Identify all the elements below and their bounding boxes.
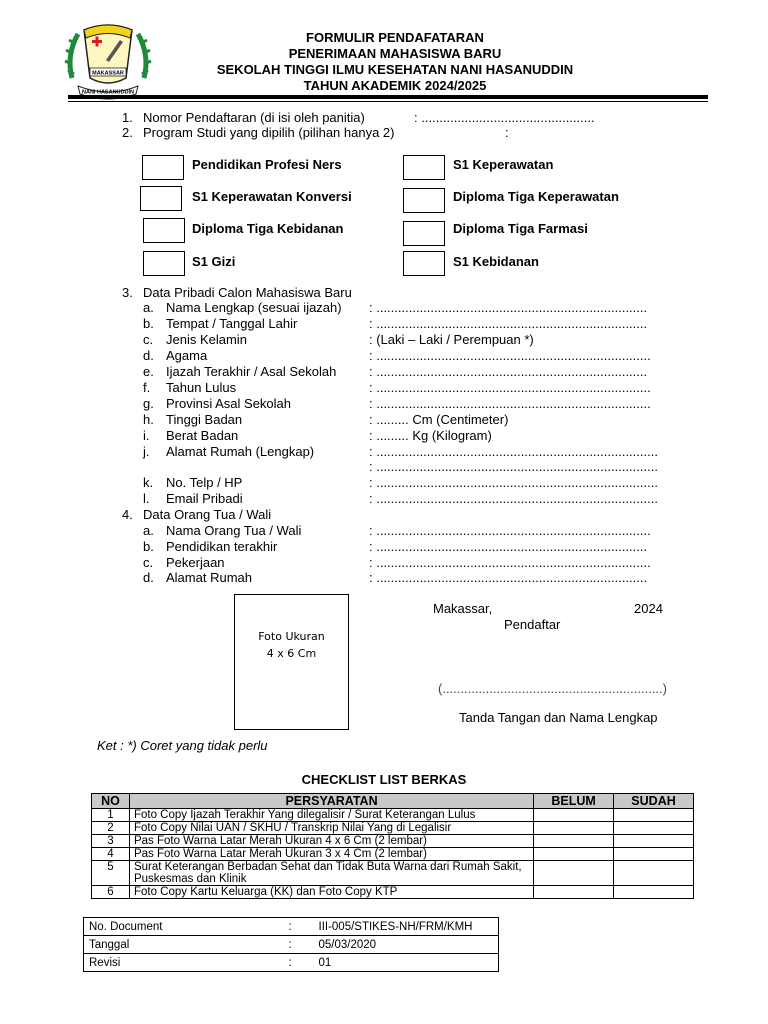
row-requirement: Foto Copy Kartu Keluarga (KK) dan Foto Copy KTP — [129, 886, 533, 899]
section-1-number: 1. — [122, 110, 133, 125]
doc-label: Revisi — [84, 954, 284, 972]
doc-value: 01 — [314, 954, 499, 972]
photo-size-label: Foto Ukuran — [258, 630, 325, 643]
parent-label: Alamat Rumah — [166, 570, 252, 585]
header-line-1: FORMULIR PENDAFATARAN — [306, 30, 484, 45]
signature-role: Pendaftar — [504, 617, 561, 632]
header-line-4: TAHUN AKADEMIK 2024/2025 — [303, 78, 487, 93]
checkbox-s1-gizi[interactable] — [143, 251, 185, 276]
personal-letter: i. — [143, 428, 150, 443]
doc-value: 05/03/2020 — [314, 936, 499, 954]
row-number: 1 — [92, 809, 130, 822]
parent-field[interactable]: : ........................................................................... — [369, 539, 648, 554]
section-4-number: 4. — [122, 507, 133, 522]
doc-label: Tanggal — [84, 936, 284, 954]
logo-city-text: MAKASSAR — [92, 70, 124, 77]
row-requirement: Foto Copy Nilai UAN / SKHU / Transkrip Nilai Yang di Legalisir — [129, 822, 533, 835]
signature-caption: Tanda Tangan dan Nama Lengkap — [459, 710, 658, 725]
parent-field[interactable]: : ........................................................................... — [369, 570, 648, 585]
personal-letter: d. — [143, 348, 154, 363]
document-info-row — [84, 954, 499, 972]
checkbox-profesi-ners[interactable] — [142, 155, 184, 180]
option-d3-farmasi: Diploma Tiga Farmasi — [453, 221, 588, 236]
header-rule-thin — [68, 101, 708, 102]
personal-letter: b. — [143, 316, 154, 331]
parent-label: Pekerjaan — [166, 555, 225, 570]
parent-letter: d. — [143, 570, 154, 585]
logo-ribbon-text: NANI HASANUDDIN — [82, 89, 134, 96]
doc-colon: : — [284, 954, 314, 972]
document-info-row — [84, 936, 499, 954]
personal-field[interactable]: : ........................................................................... — [369, 364, 648, 379]
height-field[interactable]: : ......... Cm (Centimeter) — [369, 412, 509, 427]
header-rule-thick — [68, 95, 708, 99]
header-line-2: PENERIMAAN MAHASISWA BARU — [288, 46, 502, 61]
personal-letter: k. — [143, 475, 154, 490]
header-persyaratan: PERSYARATAN — [129, 794, 533, 809]
personal-letter: a. — [143, 300, 154, 315]
personal-label: Tinggi Badan — [166, 412, 243, 427]
personal-field[interactable]: : ............................................................................ — [369, 380, 651, 395]
phone-field[interactable]: : .............................................................................. — [369, 475, 658, 490]
table-row — [92, 848, 694, 861]
strike-note: Ket : *) Coret yang tidak perlu — [97, 738, 268, 753]
personal-letter: f. — [143, 380, 151, 395]
personal-letter: c. — [143, 332, 154, 347]
personal-label: Email Pribadi — [166, 491, 243, 506]
personal-label: Jenis Kelamin — [166, 332, 247, 347]
personal-letter: l. — [143, 491, 150, 506]
personal-label: Tempat / Tanggal Lahir — [166, 316, 298, 331]
sudah-cell[interactable] — [614, 835, 694, 848]
table-row — [92, 809, 694, 822]
sudah-cell[interactable] — [614, 848, 694, 861]
table-row — [92, 822, 694, 835]
personal-label: Provinsi Asal Sekolah — [166, 396, 292, 411]
checklist-header-row — [92, 794, 694, 809]
photo-size-value: 4 x 6 Cm — [266, 647, 317, 660]
belum-cell[interactable] — [534, 809, 614, 822]
section-2-number: 2. — [122, 125, 133, 140]
doc-label: No. Document — [84, 918, 284, 936]
section-3-number: 3. — [122, 285, 133, 300]
address-field[interactable]: : .............................................................................. — [369, 444, 658, 459]
row-number: 6 — [92, 886, 130, 899]
parent-label: Nama Orang Tua / Wali — [166, 523, 302, 538]
document-info-row — [84, 918, 499, 936]
checkbox-s1-kebidanan[interactable] — [403, 251, 445, 276]
table-row — [92, 886, 694, 899]
row-requirement: Pas Foto Warna Latar Merah Ukuran 3 x 4 Cm (2 lembar) — [129, 848, 533, 861]
personal-label: Tahun Lulus — [166, 380, 237, 395]
checklist-table — [91, 793, 694, 899]
checkbox-s1-keperawatan[interactable] — [403, 155, 445, 180]
row-number: 2 — [92, 822, 130, 835]
belum-cell[interactable] — [534, 822, 614, 835]
signature-year: 2024 — [634, 601, 663, 616]
registration-number-label: Nomor Pendaftaran (di isi oleh panitia) — [143, 110, 365, 125]
personal-label: Ijazah Terakhir / Asal Sekolah — [166, 364, 337, 379]
registration-number-field[interactable]: : ................................................ — [414, 110, 595, 125]
row-number: 5 — [92, 861, 130, 886]
option-s1-kebidanan: S1 Kebidanan — [453, 254, 539, 269]
option-d3-keperawatan: Diploma Tiga Keperawatan — [453, 189, 619, 204]
header-sudah: SUDAH — [614, 794, 694, 809]
option-d3-kebidanan: Diploma Tiga Kebidanan — [192, 221, 344, 236]
checkbox-s1-keperawatan-konversi[interactable] — [140, 186, 182, 211]
header-belum: BELUM — [534, 794, 614, 809]
personal-letter: g. — [143, 396, 154, 411]
parent-letter: c. — [143, 555, 154, 570]
doc-colon: : — [284, 936, 314, 954]
sudah-cell[interactable] — [614, 822, 694, 835]
row-requirement: Foto Copy Ijazah Terakhir Yang dilegalisir / Surat Keterangan Lulus — [129, 809, 533, 822]
email-field[interactable]: : .............................................................................. — [369, 491, 658, 506]
personal-field[interactable]: : ............................................................................ — [369, 396, 651, 411]
header-no: NO — [92, 794, 130, 809]
personal-label: Berat Badan — [166, 428, 239, 443]
personal-letter: h. — [143, 412, 154, 427]
row-requirement: Surat Keterangan Berbadan Sehat dan Tidak Buta Warna dari Rumah Sakit, Puskesmas dan Klinik — [129, 861, 533, 886]
personal-field[interactable]: : ........................................................................... — [369, 300, 648, 315]
stikes-logo — [62, 20, 154, 100]
personal-field[interactable]: : ........................................................................... — [369, 316, 648, 331]
personal-letter: e. — [143, 364, 154, 379]
signature-blank[interactable]: (.............................................................) — [438, 681, 667, 696]
sudah-cell[interactable] — [614, 809, 694, 822]
personal-letter: j. — [143, 444, 150, 459]
parent-letter: b. — [143, 539, 154, 554]
sudah-cell[interactable] — [614, 861, 694, 886]
study-program-colon: : — [505, 125, 509, 140]
study-program-label: Program Studi yang dipilih (pilihan hanya 2) — [143, 125, 395, 140]
section-3-title: Data Pribadi Calon Mahasiswa Baru — [143, 285, 352, 300]
sudah-cell[interactable] — [614, 886, 694, 899]
checkbox-d3-kebidanan[interactable] — [143, 218, 185, 243]
header-line-3: SEKOLAH TINGGI ILMU KESEHATAN NANI HASANUDDIN — [216, 62, 574, 77]
section-4-title: Data Orang Tua / Wali — [143, 507, 272, 522]
table-row — [92, 835, 694, 848]
row-requirement: Pas Foto Warna Latar Merah Ukuran 4 x 6 Cm (2 lembar) — [129, 835, 533, 848]
row-number: 3 — [92, 835, 130, 848]
personal-label: Alamat Rumah (Lengkap) — [166, 444, 315, 459]
doc-colon: : — [284, 918, 314, 936]
parent-letter: a. — [143, 523, 154, 538]
address-field-line-2[interactable]: : .............................................................................. — [369, 459, 658, 474]
personal-label: No. Telp / HP — [166, 475, 243, 490]
option-s1-keperawatan-konversi: S1 Keperawatan Konversi — [192, 189, 352, 204]
doc-value: III-005/STIKES-NH/FRM/KMH — [314, 918, 499, 936]
option-s1-gizi: S1 Gizi — [192, 254, 236, 269]
signature-place: Makassar, — [433, 601, 493, 616]
personal-field[interactable]: : ............................................................................ — [369, 348, 651, 363]
gender-field[interactable]: : (Laki – Laki / Perempuan *) — [369, 332, 534, 347]
option-s1-keperawatan: S1 Keperawatan — [453, 157, 554, 172]
option-profesi-ners: Pendidikan Profesi Ners — [192, 157, 342, 172]
parent-label: Pendidikan terakhir — [166, 539, 278, 554]
parent-field[interactable]: : ............................................................................ — [369, 523, 651, 538]
weight-field[interactable]: : ......... Kg (Kilogram) — [369, 428, 492, 443]
belum-cell[interactable] — [534, 835, 614, 848]
photo-box — [234, 594, 349, 730]
row-number: 4 — [92, 848, 130, 861]
checkbox-d3-keperawatan[interactable] — [403, 188, 445, 213]
personal-label: Agama — [166, 348, 208, 363]
document-info-table — [83, 917, 499, 972]
table-row — [92, 861, 694, 886]
belum-cell[interactable] — [534, 861, 614, 886]
checklist-title: CHECKLIST LIST BERKAS — [301, 772, 467, 787]
belum-cell[interactable] — [534, 886, 614, 899]
parent-field[interactable]: : ............................................................................ — [369, 555, 651, 570]
belum-cell[interactable] — [534, 848, 614, 861]
checkbox-d3-farmasi[interactable] — [403, 221, 445, 246]
personal-label: Nama Lengkap (sesuai ijazah) — [166, 300, 342, 315]
